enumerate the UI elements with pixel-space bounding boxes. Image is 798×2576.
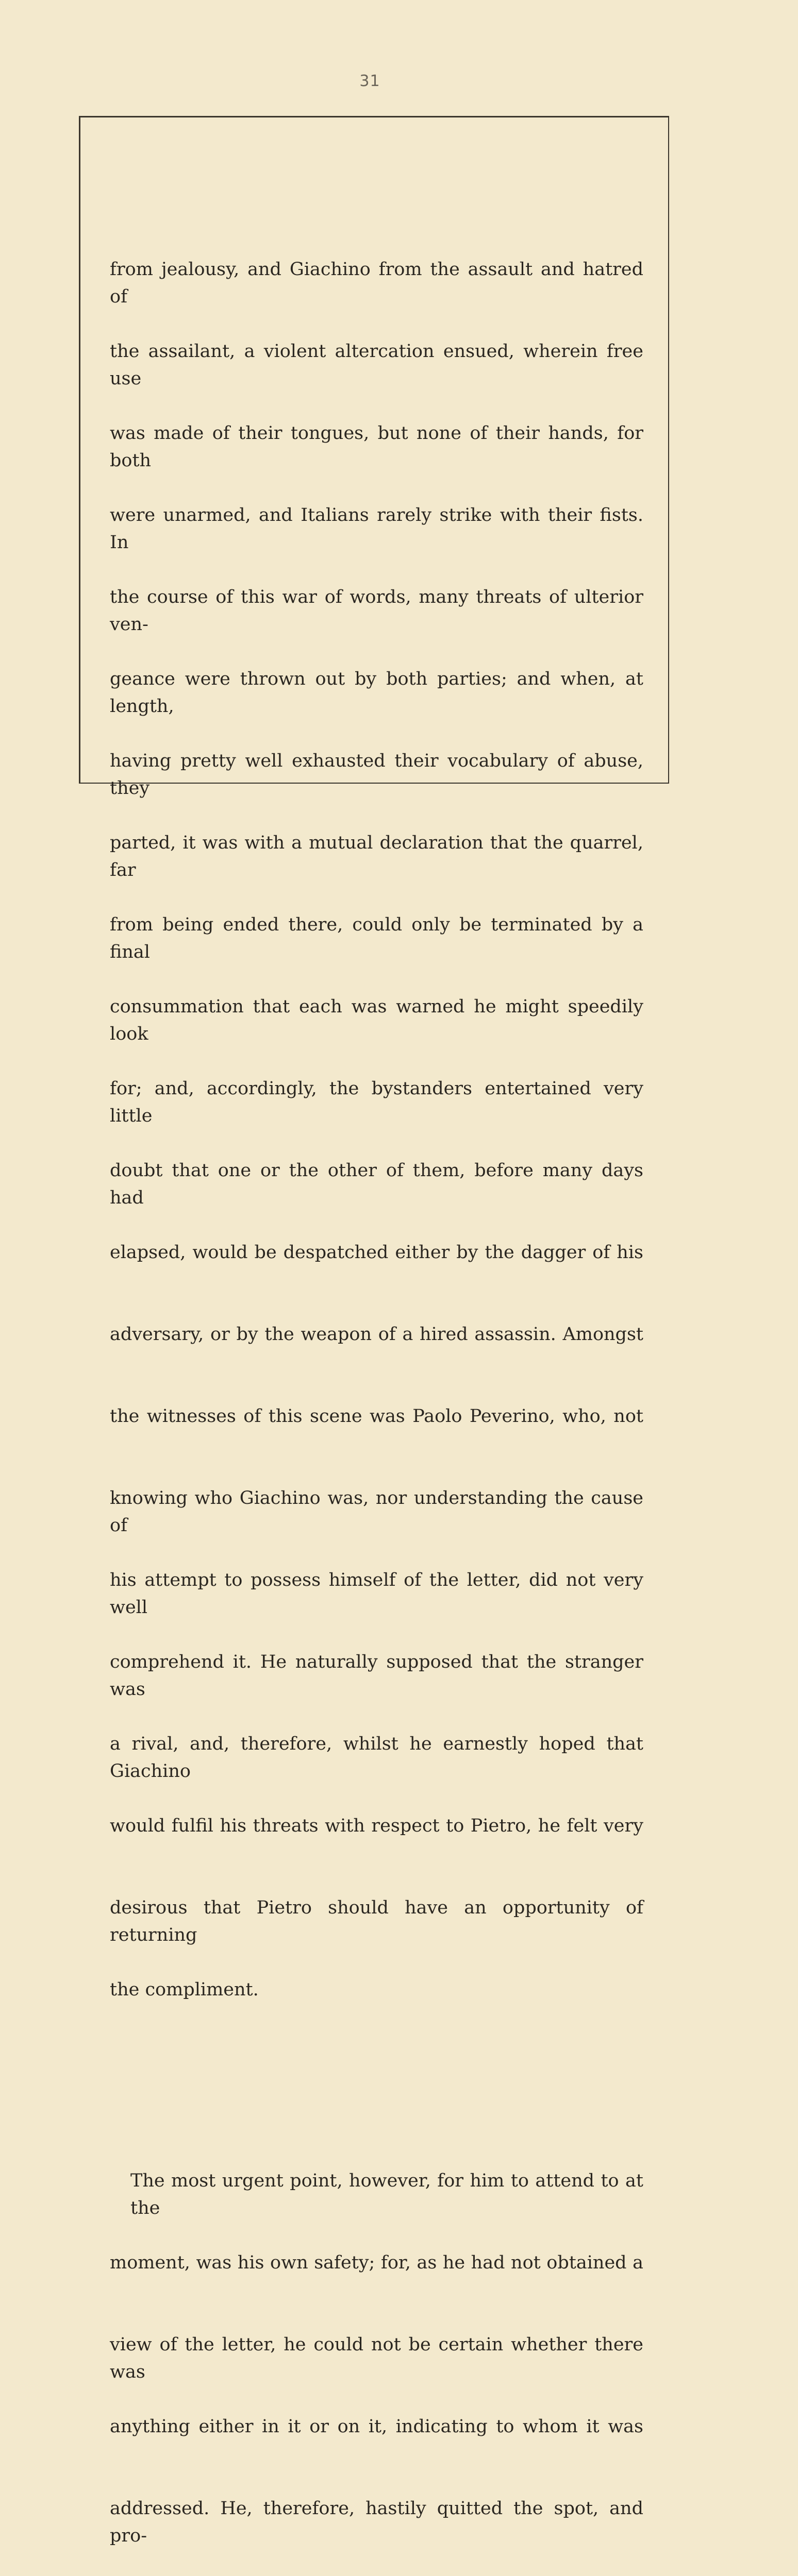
text-line: view of the letter, he could not be certain whether there was <box>110 2334 643 2382</box>
text-line: his attempt to possess himself of the letter, did not very well <box>110 1570 643 1618</box>
text-line: elapsed, would be despatched either by the dagger of his <box>110 1242 643 1263</box>
text-line: comprehend it. He naturally supposed that the stranger was <box>110 1652 643 1700</box>
text-line: from jealousy, and Giachino from the assault and hatred of <box>110 259 643 307</box>
text-line: The most urgent point, however, for him to attend to at the <box>130 2171 643 2218</box>
text-line: addressed. He, therefore, hastily quitted the spot, and pro- <box>110 2498 643 2546</box>
text-line: the course of this war of words, many threats of ulterior ven- <box>110 587 643 635</box>
text-line: for; and, accordingly, the bystanders entertained very little <box>110 1078 643 1126</box>
text-line: a rival, and, therefore, whilst he earnestly hoped that Giachino <box>110 1734 643 1782</box>
text-line: was made of their tongues, but none of their hands, for both <box>110 423 643 471</box>
page-number: 31 <box>359 72 380 90</box>
text-line: the witnesses of this scene was Paolo Peverino, who, not <box>110 1406 643 1427</box>
text-line: parted, it was with a mutual declaration that the quarrel, far <box>110 833 643 880</box>
body-text <box>110 147 643 2576</box>
text-line: having pretty well exhausted their vocabulary of abuse, they <box>110 751 643 799</box>
text-line: consummation that each was warned he might speedily look <box>110 996 643 1044</box>
text-line: adversary, or by the weapon of a hired assassin. Amongst <box>110 1324 643 1345</box>
text-line: from being ended there, could only be terminated by a final <box>110 914 643 962</box>
text-line: knowing who Giachino was, nor understanding the cause of <box>110 1488 643 1536</box>
text-line: geance were thrown out by both parties; and when, at length, <box>110 669 643 717</box>
paragraph-1 <box>110 201 643 2058</box>
paragraph-2 <box>110 2113 643 2576</box>
text-line: the assailant, a violent altercation ensued, wherein free use <box>110 341 643 389</box>
text-line: doubt that one or the other of them, before many days had <box>110 1160 643 1208</box>
text-line: were unarmed, and Italians rarely strike with their fists. In <box>110 505 643 553</box>
text-line: moment, was his own safety; for, as he had not obtained a <box>110 2252 643 2273</box>
text-line: desirous that Pietro should have an opportunity of returning <box>110 1897 643 1945</box>
text-line: anything either in it or on it, indicating to whom it was <box>110 2416 643 2437</box>
text-line: the compliment. <box>110 1979 259 2000</box>
text-line: would fulfil his threats with respect to Pietro, he felt very <box>110 1816 643 1836</box>
